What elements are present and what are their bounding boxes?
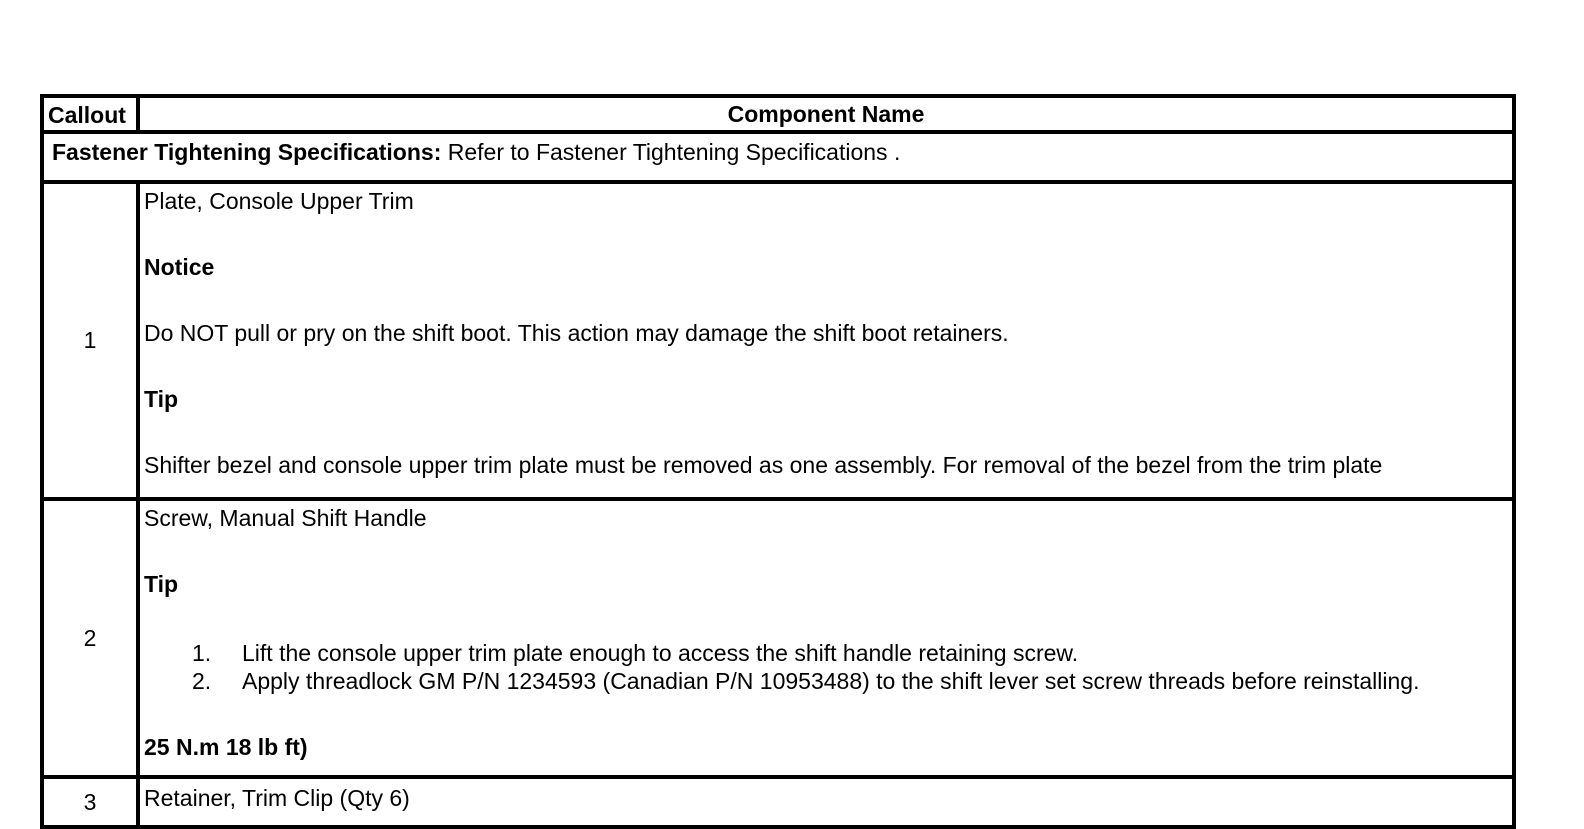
component-cell bbox=[138, 499, 1514, 777]
callout-number: 2 bbox=[42, 499, 138, 777]
tip-text: Shifter bezel and console upper trim plate must be removed as one assembly. For removal of the bezel from the trim plate bbox=[144, 452, 1383, 478]
notice-text: Do NOT pull or pry on the shift boot. This action may damage the shift boot retainers. bbox=[144, 320, 1009, 346]
callout-number: 3 bbox=[42, 777, 138, 827]
list-item bbox=[144, 667, 1512, 695]
component-name-column-header: Component Name bbox=[138, 96, 1514, 132]
fastener-spec-link-text: Refer to Fastener Tightening Specifications . bbox=[441, 139, 901, 165]
tip-steps-list bbox=[144, 639, 1512, 695]
step-text: Lift the console upper trim plate enough to access the shift handle retaining screw. bbox=[242, 640, 1079, 666]
component-title: Plate, Console Upper Trim bbox=[144, 188, 414, 214]
callout-number: 1 bbox=[42, 182, 138, 499]
tip-label: Tip bbox=[144, 571, 179, 597]
step-number: 2. bbox=[192, 668, 212, 694]
callout-column-header: Callout bbox=[42, 96, 138, 132]
table-row bbox=[42, 499, 1514, 777]
component-cell bbox=[138, 182, 1514, 499]
step-number: 1. bbox=[192, 640, 212, 666]
list-item bbox=[144, 639, 1512, 667]
torque-spec: 25 N.m 18 lb ft) bbox=[144, 734, 308, 760]
component-title: Retainer, Trim Clip (Qty 6) bbox=[144, 785, 410, 811]
tip-label: Tip bbox=[144, 386, 179, 412]
step-text: Apply threadlock GM P/N 1234593 (Canadian P/N 10953488) to the shift lever set screw threads before reinstalling. bbox=[242, 668, 1420, 694]
component-cell bbox=[138, 777, 1514, 827]
table-row bbox=[42, 182, 1514, 499]
fastener-spec-row bbox=[42, 132, 1514, 182]
table-header-row bbox=[42, 96, 1514, 132]
fastener-spec-cell bbox=[42, 132, 1514, 182]
table-row bbox=[42, 777, 1514, 827]
component-table bbox=[40, 94, 1516, 829]
fastener-spec-label: Fastener Tightening Specifications: bbox=[52, 139, 442, 165]
notice-label: Notice bbox=[144, 254, 215, 280]
component-title: Screw, Manual Shift Handle bbox=[144, 505, 427, 531]
